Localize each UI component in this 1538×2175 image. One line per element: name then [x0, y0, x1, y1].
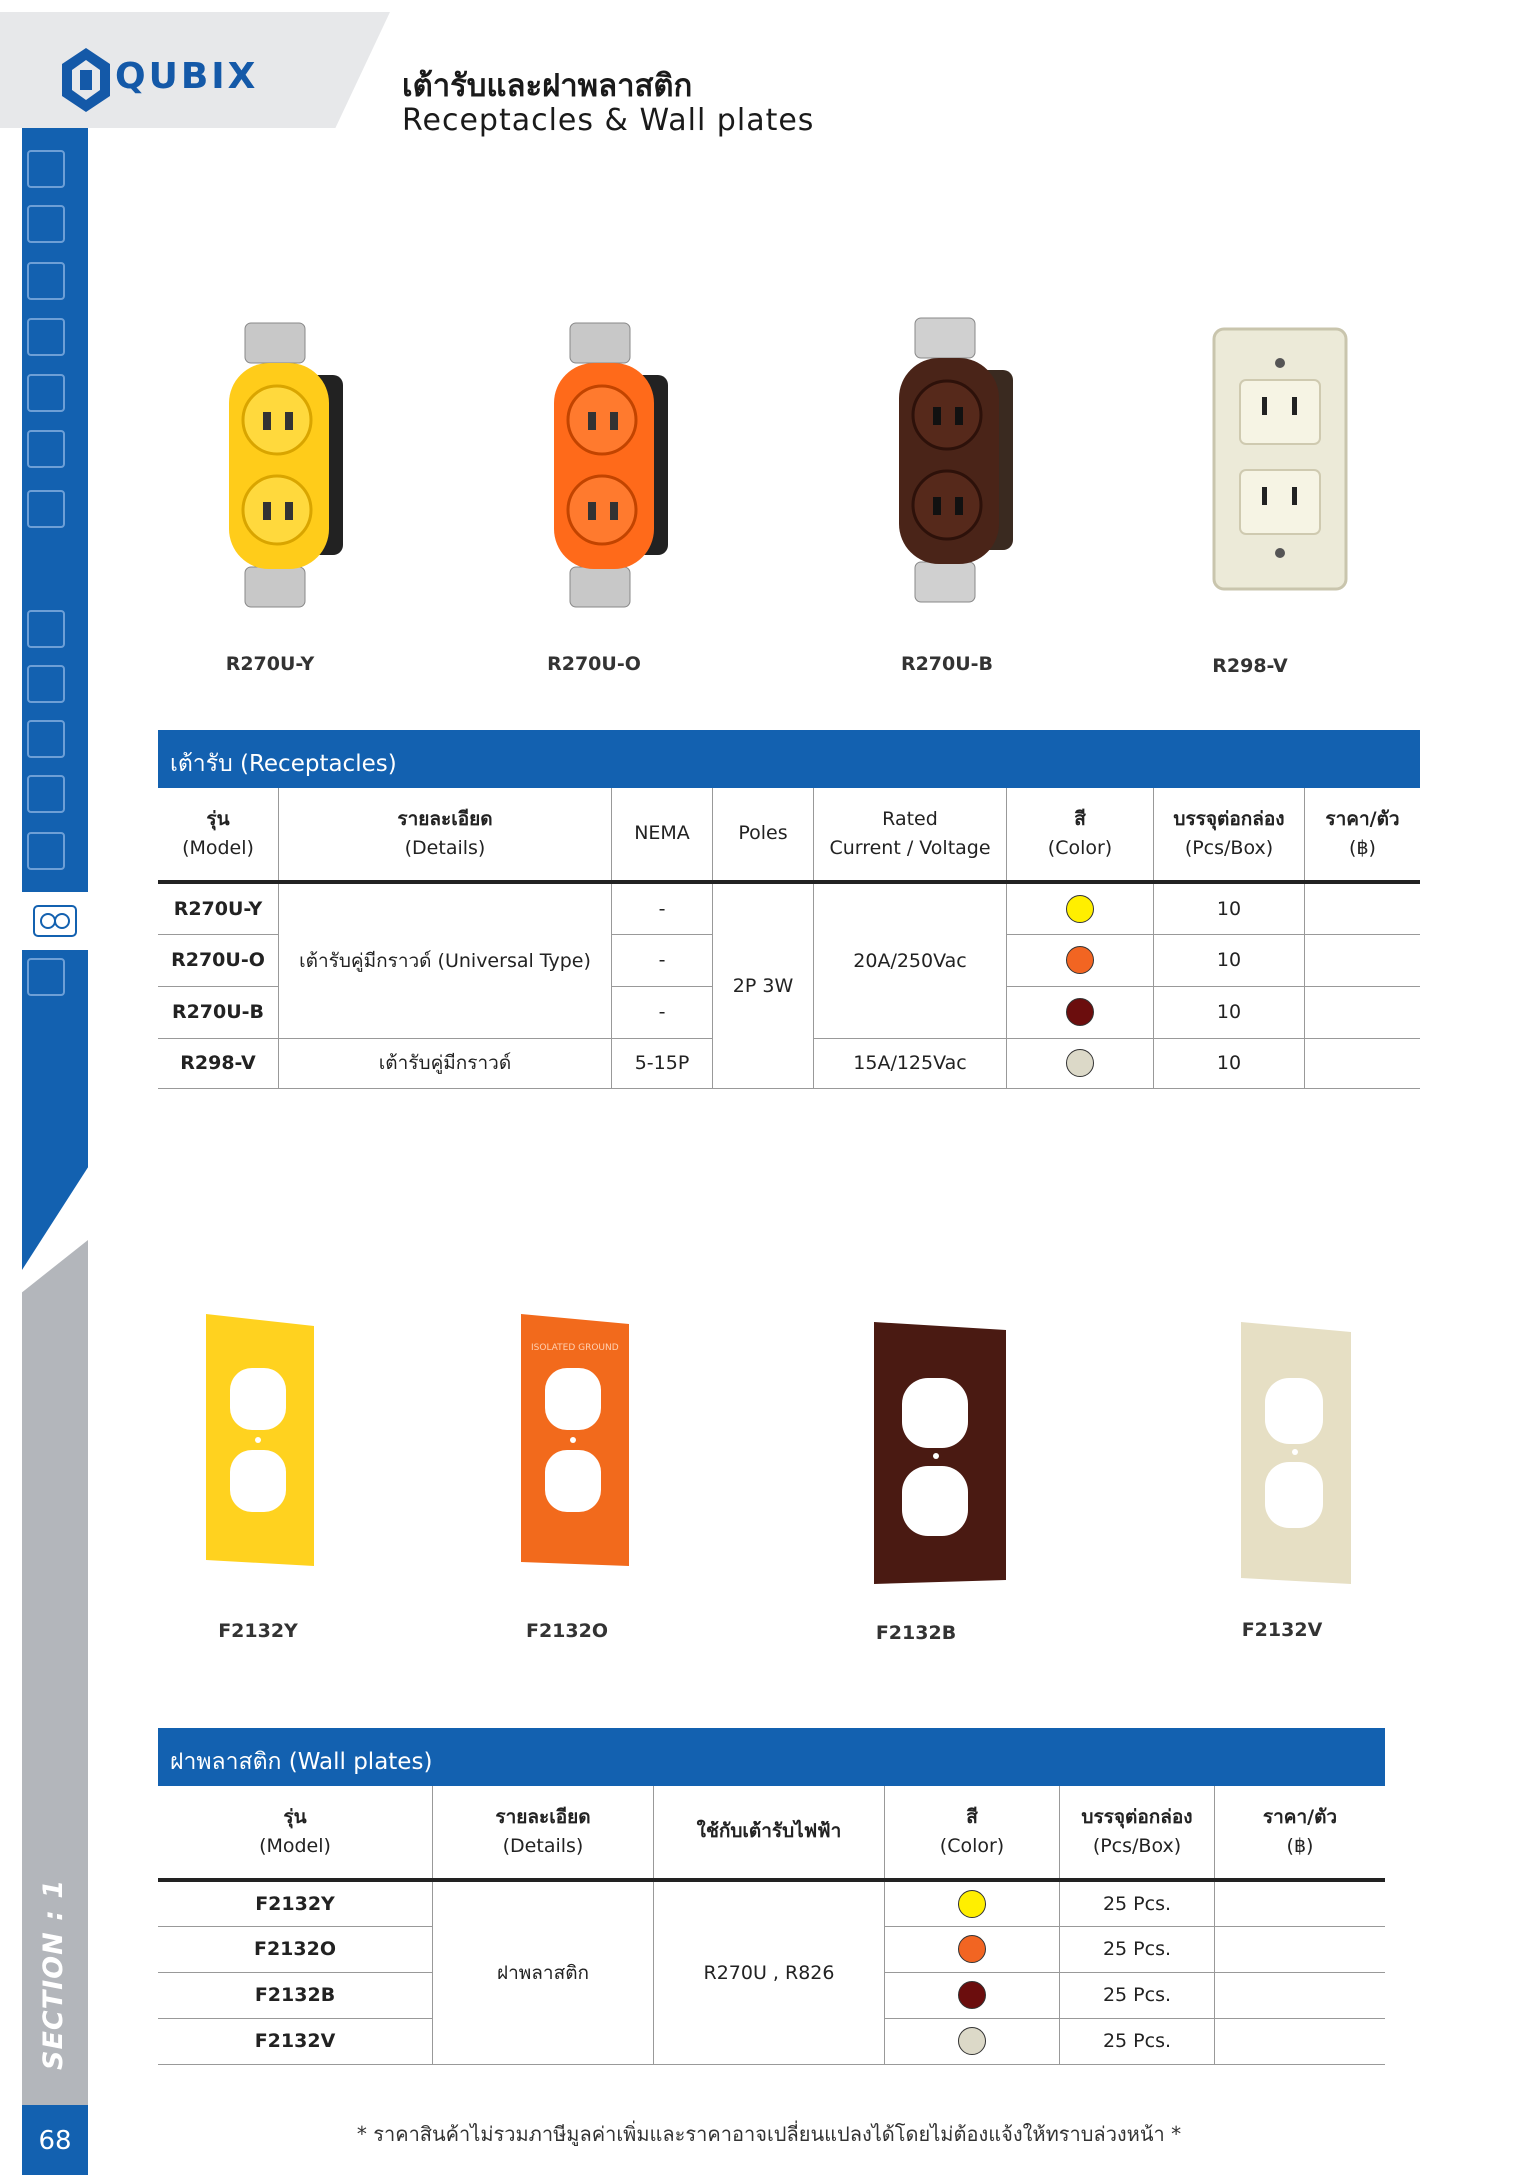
caption-r298-v: R298-V: [1212, 655, 1288, 677]
cell-pack: 25 Pcs.: [1060, 1972, 1215, 2018]
cell-model: R270U-O: [158, 934, 279, 986]
color-swatch-yellow: [958, 1890, 986, 1918]
cell-price: [1305, 1038, 1421, 1088]
cell-color: [1007, 1038, 1154, 1088]
cell-pack: 25 Pcs.: [1060, 2018, 1215, 2064]
col-price: ราคา/ตัว (฿): [1215, 1786, 1386, 1880]
table-row: [158, 882, 1420, 934]
cell-pack: 25 Pcs.: [1060, 1926, 1215, 1972]
col-color: สี (Color): [1007, 788, 1154, 882]
receptacle-r270u-y-image: [215, 315, 355, 615]
cell-use-with: R270U , R826: [654, 1880, 885, 2064]
cell-pack: 10: [1154, 934, 1305, 986]
wallplate-f2132b-image: [870, 1318, 1010, 1588]
sidebar-item-plug-icon[interactable]: [27, 318, 65, 356]
cell-price: [1215, 1926, 1386, 1972]
wallplate-f2132y-image: [200, 1310, 320, 1570]
sidebar-item-outlet-icon[interactable]: [27, 262, 65, 300]
sidebar-item-panel-icon[interactable]: [27, 832, 65, 870]
sidebar-item-adapter-icon[interactable]: [27, 430, 65, 468]
col-price: ราคา/ตัว (฿): [1305, 788, 1421, 882]
col-details: รายละเอียด (Details): [279, 788, 612, 882]
receptacles-table: [158, 788, 1420, 1089]
cell-details: ฝาพลาสติก: [433, 1880, 654, 2064]
sidebar-item-socket-icon[interactable]: [27, 958, 65, 996]
table-header-row: [158, 1786, 1385, 1880]
sidebar-item-dimmer-icon[interactable]: [27, 205, 65, 243]
sidebar-item-box-icon[interactable]: [27, 665, 65, 703]
caption-f2132b: F2132B: [875, 1622, 957, 1644]
wallplate-f2132o-image: [515, 1310, 635, 1570]
caption-f2132o: F2132O: [525, 1620, 608, 1642]
receptacle-r298-v-image: [1210, 325, 1350, 595]
caption-f2132v: F2132V: [1241, 1619, 1323, 1641]
col-model: รุ่น (Model): [158, 1786, 433, 1880]
cell-poles: 2P 3W: [713, 882, 814, 1088]
col-rated: Rated Current / Voltage: [814, 788, 1007, 882]
cell-pack: 10: [1154, 1038, 1305, 1088]
sidebar-item-switch-icon[interactable]: [27, 150, 65, 188]
cell-rated: 15A/125Vac: [814, 1038, 1007, 1088]
cell-price: [1215, 1972, 1386, 2018]
receptacle-icon: [22, 892, 88, 950]
table-header-row: [158, 788, 1420, 882]
caption-r270u-b: R270U-B: [900, 653, 994, 675]
cell-model: R270U-B: [158, 986, 279, 1038]
cell-color: [885, 1972, 1060, 2018]
cell-model: F2132Y: [158, 1880, 433, 1926]
sidebar-item-connector-icon[interactable]: [27, 374, 65, 412]
col-use-with: ใช้กับเต้ารับไฟฟ้า: [654, 1786, 885, 1880]
color-swatch-yellow: [1066, 895, 1094, 923]
caption-r270u-o: R270U-O: [547, 653, 641, 675]
cell-color: [885, 1880, 1060, 1926]
cell-price: [1305, 934, 1421, 986]
cell-details: เต้ารับคู่มีกราวด์: [279, 1038, 612, 1088]
cell-model: F2132V: [158, 2018, 433, 2064]
cell-model: R270U-Y: [158, 882, 279, 934]
col-details: รายละเอียด (Details): [433, 1786, 654, 1880]
cell-price: [1215, 2018, 1386, 2064]
col-pack: บรรจุต่อกล่อง (Pcs/Box): [1060, 1786, 1215, 1880]
wallplate-f2132v-image: [1237, 1318, 1357, 1588]
cell-model: F2132O: [158, 1926, 433, 1972]
col-nema: NEMA: [612, 788, 713, 882]
price-footnote: * ราคาสินค้าไม่รวมภาษีมูลค่าเพิ่มและราคาอาจเปลี่ยนแปลงได้โดยไม่ต้องแจ้งให้ทราบล่วงหน้า *: [356, 2122, 1182, 2146]
color-swatch-ivory: [1066, 1049, 1094, 1077]
cell-nema: -: [612, 934, 713, 986]
cell-price: [1305, 986, 1421, 1038]
cell-nema: 5-15P: [612, 1038, 713, 1088]
cell-nema: -: [612, 882, 713, 934]
page-title-thai: เต้ารับและฝาพลาสติก: [402, 68, 693, 104]
sidebar-item-strip-icon[interactable]: [27, 490, 65, 528]
page-number: 68: [38, 2126, 72, 2156]
page-title-english: Receptacles & Wall plates: [402, 103, 815, 138]
receptacles-heading-bar: เต้ารับ (Receptacles): [158, 730, 1420, 788]
col-model: รุ่น (Model): [158, 788, 279, 882]
cell-color: [1007, 882, 1154, 934]
section-label: SECTION : 1: [38, 1878, 69, 2070]
col-color: สี (Color): [885, 1786, 1060, 1880]
cell-rated: 20A/250Vac: [814, 882, 1007, 1038]
cell-price: [1215, 1880, 1386, 1926]
color-swatch-orange: [958, 1935, 986, 1963]
table-row: [158, 1880, 1385, 1926]
cell-details: เต้ารับคู่มีกราวด์ (Universal Type): [279, 882, 612, 1038]
color-swatch-brown: [1066, 998, 1094, 1026]
receptacle-r270u-b-image: [885, 310, 1025, 610]
cell-pack: 10: [1154, 986, 1305, 1038]
cell-model: F2132B: [158, 1972, 433, 2018]
color-swatch-ivory: [958, 2027, 986, 2055]
sidebar-item-breaker-icon[interactable]: [27, 610, 65, 648]
cell-nema: -: [612, 986, 713, 1038]
brand-name: QUBIX: [115, 56, 259, 97]
sidebar-item-receptacle-active[interactable]: [22, 892, 88, 950]
isolated-ground-print: ISOLATED GROUND: [531, 1343, 619, 1353]
qubix-logo-icon: [58, 44, 114, 116]
col-pack: บรรจุต่อกล่อง (Pcs/Box): [1154, 788, 1305, 882]
sidebar-item-cable-icon[interactable]: [27, 720, 65, 758]
color-swatch-orange: [1066, 946, 1094, 974]
cell-color: [885, 2018, 1060, 2064]
col-poles: Poles: [713, 788, 814, 882]
cell-price: [1305, 882, 1421, 934]
sidebar-item-monitor-icon[interactable]: [27, 775, 65, 813]
receptacle-r270u-o-image: [540, 315, 680, 615]
wallplates-heading-bar: ฝาพลาสติก (Wall plates): [158, 1728, 1385, 1786]
color-swatch-brown: [958, 1981, 986, 2009]
cell-pack: 25 Pcs.: [1060, 1880, 1215, 1926]
caption-r270u-y: R270U-Y: [225, 653, 315, 675]
cell-model: R298-V: [158, 1038, 279, 1088]
wallplates-table: [158, 1786, 1385, 2065]
cell-color: [1007, 986, 1154, 1038]
cell-color: [1007, 934, 1154, 986]
caption-f2132y: F2132Y: [218, 1620, 298, 1642]
cell-color: [885, 1926, 1060, 1972]
cell-pack: 10: [1154, 882, 1305, 934]
